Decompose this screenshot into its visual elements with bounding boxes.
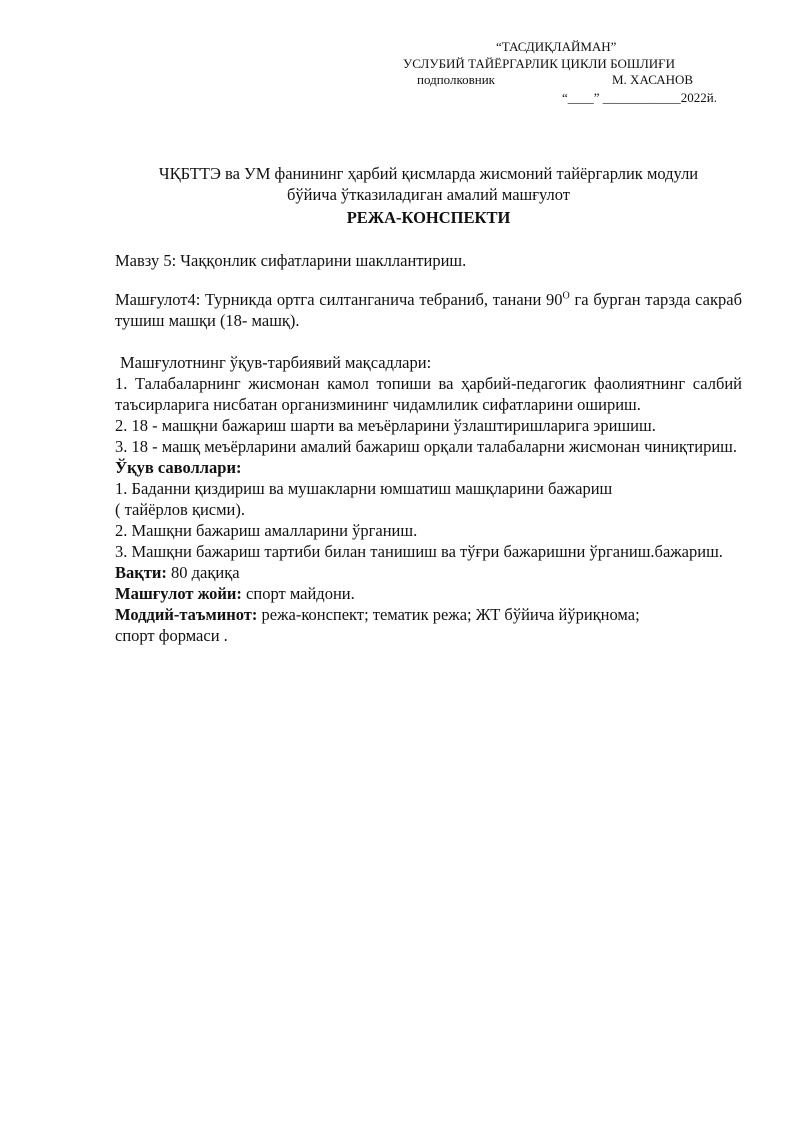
supply-line: [115, 604, 742, 625]
time-label: Вақти:: [115, 563, 167, 582]
goal-item-2: 2. 18 - машқни бажариш шарти ва меъёрларини ўзлаштиришларига эришиш.: [115, 416, 656, 435]
goal-item-3: 3. 18 - машқ меъёрларини амалий бажариш орқали талабаларни жисмонан чиниқтириш.: [115, 437, 737, 456]
questions-heading-text: Ўқув саволлари:: [115, 458, 242, 477]
approval-rank: подполковник: [417, 72, 495, 87]
supply-value: режа-конспект; тематик режа; ЖТ бўйича йўриқнома;: [257, 605, 640, 624]
approval-title: “ТАСДИҚЛАЙМАН”: [496, 39, 617, 54]
lesson-line: [115, 289, 742, 331]
question-item-3: 3. Машқни бажариш тартиби билан танишиш ва тўғри бажаришни ўрганиш.бажариш.: [115, 542, 723, 561]
degree-superscript: O: [562, 290, 570, 302]
question-item-1-line-1: 1. Баданни қиздириш ва мушакларни юмшатиш машқларини бажариш: [115, 479, 613, 498]
document-body: [115, 250, 742, 646]
approval-head-position: УСЛУБИЙ ТАЙЁРГАРЛИК ЦИКЛИ БОШЛИҒИ: [403, 56, 676, 71]
question-item-2: 2. Машқни бажариш амалларини ўрганиш.: [115, 521, 418, 540]
time-line: [115, 562, 742, 583]
place-label: Машғулот жойи:: [115, 584, 242, 603]
topic-line: Мавзу 5: Чаққонлик сифатларини шакллантириш.: [115, 251, 467, 270]
document-title-block: [115, 163, 742, 229]
document-name: РЕЖА-КОНСПЕКТИ: [346, 208, 511, 227]
supply-line-2: спорт формаси .: [115, 626, 228, 645]
questions-heading: [115, 457, 742, 478]
title-line-2: бўйича ўтказиладиган амалий машғулот: [286, 185, 571, 204]
question-item-1-line-2: ( тайёрлов қисми).: [115, 500, 246, 519]
place-value: спорт майдони.: [241, 584, 355, 603]
place-line: [115, 583, 742, 604]
approval-date: “____” ____________2022й.: [562, 90, 717, 105]
time-value: 80 дақиқа: [166, 563, 240, 582]
goal-item-1: 1. Талабаларнинг жисмонан камол топиши ва ҳарбий-педагогик фаолиятнинг салбий таъсирларига нисбатан организмининг чидамлилик сифатларини ошириш.: [115, 374, 742, 414]
approval-name: М. ХАСАНОВ: [612, 72, 694, 87]
lesson-text-after: га бурган тарзда сакраб тушиш машқи (18- машқ).: [115, 290, 742, 330]
supply-label: Моддий-таъминот:: [115, 605, 258, 624]
title-line-1: ЧҚБТТЭ ва УМ фанининг ҳарбий қисмларда жисмоний тайёргарлик модули: [158, 164, 699, 183]
lesson-text-before: Машғулот4: Турникда ортга силтанганича тебраниб, танани 90: [115, 290, 563, 309]
goals-heading: Машғулотнинг ўқув-тарбиявий мақсадлари:: [120, 353, 432, 372]
